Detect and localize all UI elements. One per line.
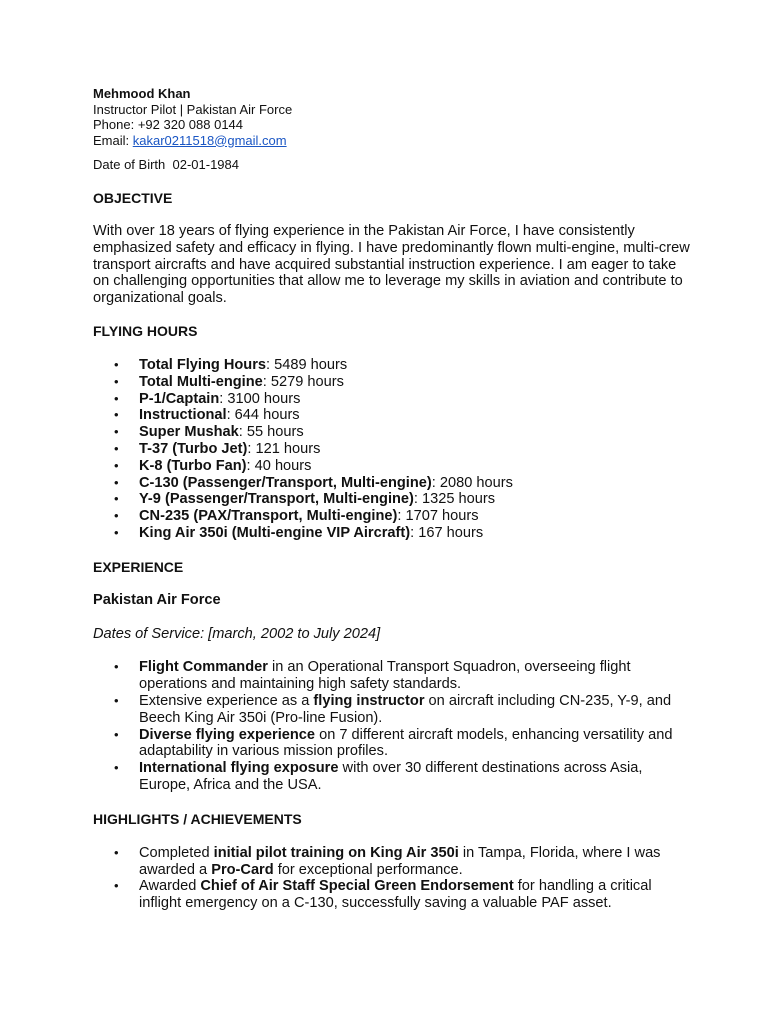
phone-number: +92 320 088 0144 bbox=[137, 117, 244, 132]
experience-heading: EXPERIENCE bbox=[93, 558, 184, 575]
list-item: • T-37 (Turbo Jet): 121 hours bbox=[93, 441, 693, 458]
list-item: • Extensive experience as a flying instructor on aircraft including CN-235, Y-9, and Beech King Air 350i (Pro-line Fusion). bbox=[93, 693, 693, 727]
service-dates: Dates of Service: [march, 2002 to July 2024] bbox=[93, 625, 381, 642]
objective-heading: OBJECTIVE bbox=[93, 190, 173, 206]
flying-hours-list bbox=[93, 357, 693, 542]
list-item: • K-8 (Turbo Fan): 40 hours bbox=[93, 458, 693, 475]
list-item: • King Air 350i (Multi-engine VIP Aircraft): 167 hours bbox=[93, 525, 693, 542]
objective-text: With over 18 years of flying experience in the Pakistan Air Force, I have consistently emphasized safety and efficacy in flying. I have predominantly flown multi-engine, multi-crew transport aircrafts and have acquired substantial instruction experience. I am eager to take on challenging opportunities that allow me to leverage my skills in aviation and contribute to organizational goals. bbox=[93, 223, 690, 307]
experience-list bbox=[93, 659, 693, 793]
list-item: • International flying exposure with over 30 different destinations across Asia, Europe, Africa and the USA. bbox=[93, 760, 693, 794]
candidate-name: Mehmood Khan bbox=[93, 86, 191, 101]
list-item: • Super Mushak: 55 hours bbox=[93, 424, 693, 441]
list-item: • Diverse flying experience on 7 different aircraft models, enhancing versatility and adaptability in various mission profiles. bbox=[93, 727, 693, 761]
contact-header bbox=[93, 86, 693, 173]
phone-line bbox=[93, 117, 693, 133]
list-item: • Total Multi-engine: 5279 hours bbox=[93, 374, 693, 391]
employer-name: Pakistan Air Force bbox=[93, 591, 221, 608]
dob-label: Date of Birth bbox=[93, 157, 173, 172]
date-of-birth bbox=[93, 157, 693, 173]
list-item: • Awarded Chief of Air Staff Special Green Endorsement for handling a critical inflight emergency on a C-130, successfully saving a valuable PAF asset. bbox=[93, 878, 693, 912]
phone-label: Phone: bbox=[93, 117, 138, 132]
list-item: • Y-9 (Passenger/Transport, Multi-engine): 1325 hours bbox=[93, 491, 693, 508]
dob-value: 02-01-1984 bbox=[172, 157, 239, 172]
list-item: • Total Flying Hours: 5489 hours bbox=[93, 357, 693, 374]
email-label: Email: bbox=[93, 132, 133, 148]
email-link[interactable]: kakar0211518@gmail.com bbox=[132, 132, 287, 148]
list-item: • Flight Commander in an Operational Transport Squadron, overseeing flight operations and maintaining high safety standards. bbox=[93, 659, 693, 693]
highlights-heading: HIGHLIGHTS / ACHIEVEMENTS bbox=[93, 810, 302, 827]
list-item: • P-1/Captain: 3100 hours bbox=[93, 391, 693, 408]
email-line bbox=[93, 133, 693, 149]
resume-page bbox=[93, 86, 693, 912]
list-item: • Instructional: 644 hours bbox=[93, 407, 693, 424]
flying-hours-heading: FLYING HOURS bbox=[93, 322, 198, 339]
list-item: • CN-235 (PAX/Transport, Multi-engine): 1707 hours bbox=[93, 508, 693, 525]
list-item: • Completed initial pilot training on King Air 350i in Tampa, Florida, where I was awarded a Pro-Card for exceptional performance. bbox=[93, 845, 693, 879]
highlights-list bbox=[93, 845, 693, 912]
list-item: • C-130 (Passenger/Transport, Multi-engine): 2080 hours bbox=[93, 475, 693, 492]
candidate-title: Instructor Pilot | Pakistan Air Force bbox=[93, 101, 293, 117]
